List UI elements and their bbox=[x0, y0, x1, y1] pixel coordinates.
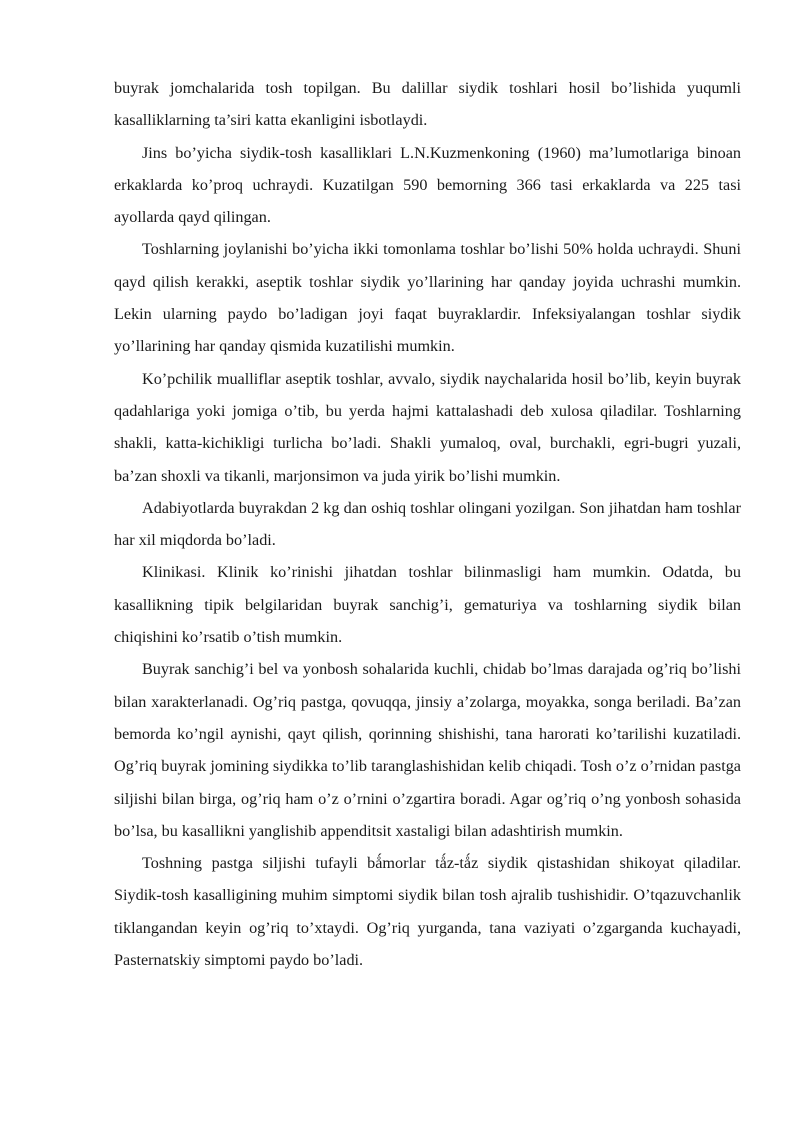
paragraph-4: Ko’pchilik mualliflar aseptik toshlar, avvalo, siydik naychalarida hosil bo’lib, keyin buyrak qadahlariga yoki jomiga o’tib, bu yerda hajmi kattalashadi deb xulosa qiladilar. Toshlarning shakli, katta-kichikligi turlicha bo’ladi. Shakli yumaloq, oval, burchakli, egri-bugri yuzali, ba’zan shoxli va tikanli, marjonsimon va juda yirik bo’lishi mumkin. bbox=[114, 369, 741, 485]
document-page bbox=[114, 72, 741, 976]
paragraph-2: Jins bo’yicha siydik-tosh kasalliklari L.N.Kuzmenkoning (1960) ma’lumotlariga binoan erkaklarda ko’proq uchraydi. Kuzatilgan 590 bemorning 366 tasi erkaklarda va 225 tasi ayollarda qayd qilingan. bbox=[114, 143, 741, 227]
paragraph-3: Toshlarning joylanishi bo’yicha ikki tomonlama toshlar bo’lishi 50% holda uchraydi. Shuni qayd qilish kerakki, aseptik toshlar siydik yo’llarining har qanday joyida uchrashi mumkin. Lekin ularning paydo bo’ladigan joyi faqat buyraklardir. Infeksiyalangan toshlar siydik yo’llarining har qanday qismida kuzatilishi mumkin. bbox=[114, 240, 741, 356]
paragraph-5: Adabiyotlarda buyrakdan 2 kg dan oshiq toshlar olingani yozilgan. Son jihatdan ham toshlar har xil miqdorda bo’ladi. bbox=[114, 498, 741, 550]
paragraph-8: Toshning pastga siljishi tufayli bǻmorlar tǻz-tǻz siydik qistashidan shikoyat qiladilar. Siydik-tosh kasalligining muhim simptomi siydik bilan tosh ajralib tushishidir. O’tqazuvchanlik tiklangandan keyin og’riq to’xtaydi. Og’riq yurganda, tana vaziyati o’zgarganda kuchayadi, Pasternatskiy simptomi paydo bo’ladi. bbox=[114, 854, 741, 970]
paragraph-6: Klinikasi. Klinik ko’rinishi jihatdan toshlar bilinmasligi ham mumkin. Odatda, bu kasallikning tipik belgilaridan buyrak sanchig’i, gematuriya va toshlarning siydik bilan chiqishini ko’rsatib o’tish mumkin. bbox=[114, 563, 741, 647]
paragraph-1: buyrak jomchalarida tosh topilgan. Bu dalillar siydik toshlari hosil bo’lishida yuqumli kasalliklarning ta’siri katta ekanligini isbotlaydi. bbox=[114, 79, 741, 130]
paragraph-7: Buyrak sanchig’i bel va yonbosh sohalarida kuchli, chidab bo’lmas darajada og’riq bo’lishi bilan xarakterlanadi. Og’riq pastga, qovuqqa, jinsiy a’zolarga, moyakka, songa beriladi. Ba’zan bemorda ko’ngil aynishi, qayt qilish, qorinning shishishi, tana harorati ko’tarilishi kuzatiladi. Og’riq buyrak jomining siydikka to’lib taranglashishidan kelib chiqadi. Tosh o’z o’rnidan pastga siljishi bilan birga, og’riq ham o’z o’rnini o’zgartira boradi. Agar og’riq o’ng yonbosh sohasida bo’lsa, bu kasallikni yanglishib appenditsit xastaligi bilan adashtirish mumkin. bbox=[114, 660, 741, 840]
